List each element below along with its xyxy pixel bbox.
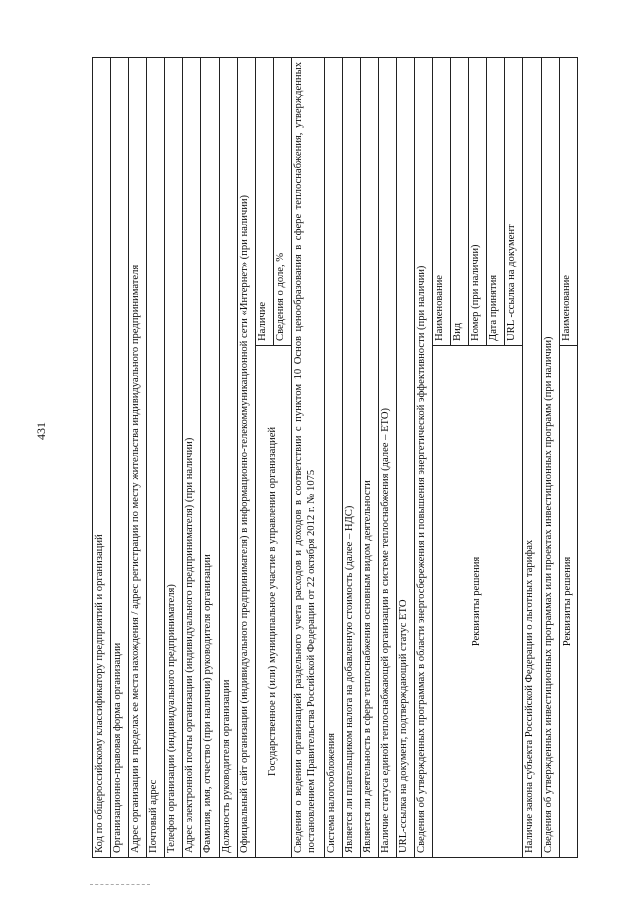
table-row	[111, 58, 129, 858]
table-row	[396, 58, 414, 858]
cell-name: Наименование	[433, 58, 451, 346]
row-tax-system: Система налогообложения	[324, 58, 342, 858]
table-row	[129, 58, 147, 858]
table-row	[165, 58, 183, 858]
row-head-position: Должность руководителя организации	[219, 58, 237, 858]
row-phone: Телефон организации (индивидуального предпринимателя)	[165, 58, 183, 858]
row-invest-programs: Сведения об утвержденных инвестиционных программах или проектах инвестиционных программ (при наличии)	[541, 58, 559, 858]
row-address: Адрес организации в пределах ее места нахождения / адрес регистрации по месту жительства индивидуального предпринимателя	[129, 58, 147, 858]
cell-date: Дата принятия	[487, 58, 505, 346]
table-row	[523, 58, 541, 858]
table-row	[183, 58, 201, 858]
table-row	[324, 58, 342, 858]
cell-number: Номер (при наличии)	[469, 58, 487, 346]
table-row	[415, 58, 433, 858]
table-row	[147, 58, 165, 858]
organization-info-table	[92, 57, 578, 858]
row-separate-accounting: Сведения о ведении организацией раздельного учета расходов и доходов в соответствии с пунктом 10 Основ ценообразования в сфере теплоснабжения, утвержденных постановлением Правительства Российской Федерации от 22 октября 2012 г. № 1075	[291, 58, 324, 858]
cell-url: URL -ссылка на документ	[505, 58, 523, 346]
cell-decision-requisites-2: Реквизиты решения	[559, 346, 577, 858]
row-eto-status: Наличие статуса единой теплоснабжающей организации в системе теплоснабжения (далее – ЕТО)	[378, 58, 396, 858]
cell-kind: Вид	[451, 58, 469, 346]
page-number: 431	[34, 422, 48, 440]
table-row	[291, 58, 324, 858]
cell-presence: Наличие	[255, 58, 273, 346]
row-energy-programs: Сведения об утвержденных программах в области энергосбережения и повышения энергетической эффективности (при наличии)	[415, 58, 433, 858]
row-eto-url: URL-ссылка на документ, подтверждающий статус ЕТО	[396, 58, 414, 858]
table-row	[237, 58, 255, 858]
row-website: Официальный сайт организации (индивидуального предпринимателя) в информационно-телекоммуникационной сети «Интернет» (при наличии)	[237, 58, 255, 858]
table-row	[342, 58, 360, 858]
table-row	[360, 58, 378, 858]
row-okpo: Код по общероссийскому классификатору предприятий и организаций	[93, 58, 111, 858]
cell-name-2: Наименование	[559, 58, 577, 346]
table-row	[559, 58, 577, 858]
row-email: Адрес электронной почты организации (индивидуального предпринимателя) (при наличии)	[183, 58, 201, 858]
table-row	[93, 58, 111, 858]
table-row	[378, 58, 396, 858]
row-state-participation: Государственное и (или) муниципальное участие в управлении организацией	[255, 346, 291, 858]
table-row	[433, 58, 451, 858]
row-legal-form: Организационно-правовая форма организации	[111, 58, 129, 858]
row-vat: Является ли плательщиком налога на добавленную стоимость (далее – НДС)	[342, 58, 360, 858]
row-main-activity: Является ли деятельность в сфере теплоснабжения основным видом деятельности	[360, 58, 378, 858]
row-postal: Почтовый адрес	[147, 58, 165, 858]
cell-share: Сведения о доле, %	[273, 58, 291, 346]
table-row	[541, 58, 559, 858]
row-head-name: Фамилия, имя, отчество (при наличии) руководителя организации	[201, 58, 219, 858]
table-row	[219, 58, 237, 858]
cell-decision-requisites: Реквизиты решения	[433, 346, 523, 858]
scan-artifact-line	[90, 884, 150, 885]
row-regional-law: Наличие закона субъекта Российской Федерации о льготных тарифах	[523, 58, 541, 858]
table-row	[255, 58, 273, 858]
table-row	[201, 58, 219, 858]
